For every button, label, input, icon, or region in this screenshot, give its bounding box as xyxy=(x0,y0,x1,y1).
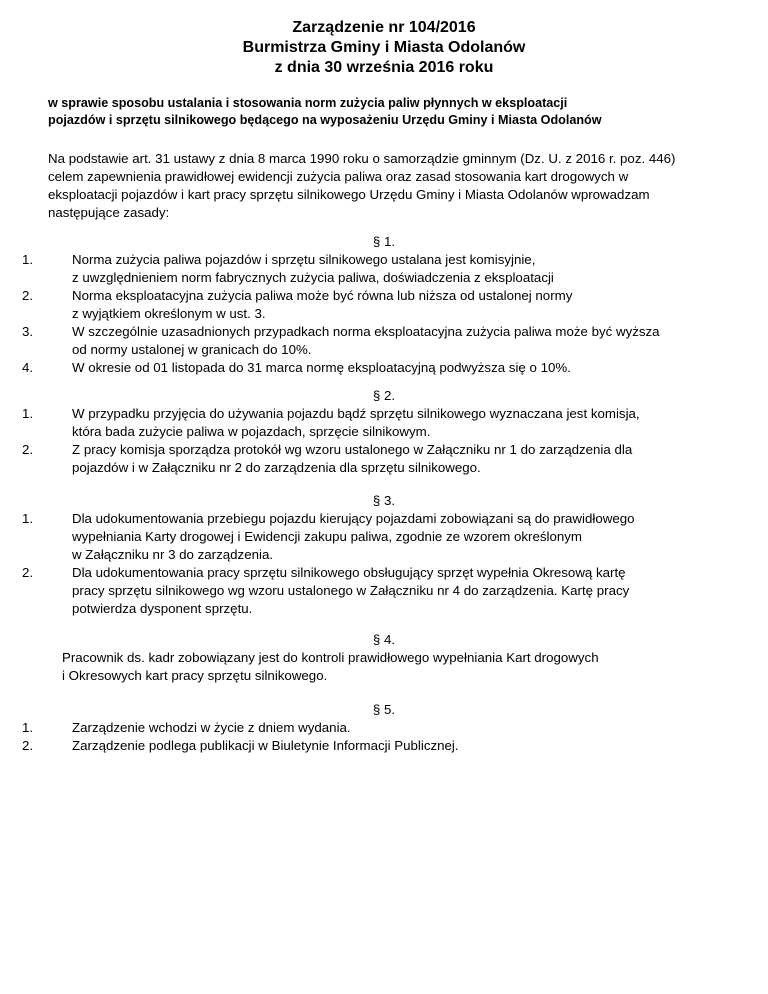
list-item: 3. W szczególnie uzasadnionych przypadkach norma eksploatacyjna zużycia paliwa może być wyższa od normy ustalonej w granicach do 10%. xyxy=(22,324,660,357)
list-item: 1. Dla udokumentowania przebiegu pojazdu kierujący pojazdami zobowiązani są do prawidłowego wypełniania Karty drogowej i Ewidencji zakupu paliwa, zgodnie ze wzorem określonym w Załączniku nr 3 do zarządzenia. xyxy=(22,511,635,562)
section-4-heading: § 4. xyxy=(372,632,396,647)
section-4 xyxy=(0,631,768,685)
list-item: 1. Norma zużycia paliwa pojazdów i sprzętu silnikowego ustalana jest komisyjnie, z uwzględnieniem norm fabrycznych zużycia paliwa, doświadczenia z eksploatacji xyxy=(22,252,554,285)
section-2 xyxy=(0,387,768,477)
title-line-3: z dnia 30 września 2016 roku xyxy=(274,59,494,76)
intro-line-2: celem zapewnienia prawidłowej ewidencji zużycia paliwa oraz zasad stosowania kart drogowych w xyxy=(48,169,629,184)
title-line-1: Zarządzenie nr 104/2016 xyxy=(292,19,476,36)
section-3-heading: § 3. xyxy=(372,493,396,508)
section-4-paragraph: Pracownik ds. kadr zobowiązany jest do kontroli prawidłowego wypełniania Kart drogowych i Okresowych kart pracy sprzętu silnikowego. xyxy=(62,650,599,683)
list-item: 2. Dla udokumentowania pracy sprzętu silnikowego obsługujący sprzęt wypełnia Okresową kartę pracy sprzętu silnikowego wg wzoru ustalonego w Załączniku nr 4 do zarządzenia. Kartę pracy potwierdza dysponent sprzętu. xyxy=(22,565,630,616)
section-5-list xyxy=(0,719,768,755)
section-1 xyxy=(0,233,768,377)
section-2-list xyxy=(0,405,768,477)
list-item: 2. Norma eksploatacyjna zużycia paliwa może być równa lub niższa od ustalonej normy z wyjątkiem określonym w ust. 3. xyxy=(22,288,573,321)
section-5 xyxy=(0,701,768,755)
intro-line-4: następujące zasady: xyxy=(48,205,170,220)
section-1-heading: § 1. xyxy=(372,234,396,249)
intro-paragraph xyxy=(48,150,728,222)
list-item: 4. W okresie od 01 listopada do 31 marca normę eksploatacyjną podwyższa się o 10%. xyxy=(22,360,571,375)
subject-line-1: w sprawie sposobu ustalania i stosowania norm zużycia paliw płynnych w eksploatacji xyxy=(48,96,568,110)
section-1-list xyxy=(0,251,768,377)
document-subject xyxy=(48,95,728,129)
list-item: 1. W przypadku przyjęcia do używania pojazdu bądź sprzętu silnikowego wyznaczana jest komisja, która bada zużycie paliwa w pojazdach, sprzęcie silnikowym. xyxy=(22,406,640,439)
intro-line-3: eksploatacji pojazdów i kart pracy sprzętu silnikowego Urzędu Gminy i Miasta Odolanów wprowadzam xyxy=(48,187,650,202)
section-3-list xyxy=(0,510,768,618)
list-item: 2. Zarządzenie podlega publikacji w Biuletynie Informacji Publicznej. xyxy=(22,738,459,753)
list-item: 1. Zarządzenie wchodzi w życie z dniem wydania. xyxy=(22,720,351,735)
document-title xyxy=(0,18,768,78)
section-5-heading: § 5. xyxy=(372,702,396,717)
title-line-2: Burmistrza Gminy i Miasta Odolanów xyxy=(242,39,526,56)
section-3 xyxy=(0,492,768,618)
intro-line-1: Na podstawie art. 31 ustawy z dnia 8 marca 1990 roku o samorządzie gminnym (Dz. U. z 2016 r. poz. 446) xyxy=(48,151,676,166)
section-2-heading: § 2. xyxy=(372,388,396,403)
subject-line-2: pojazdów i sprzętu silnikowego będącego na wyposażeniu Urzędu Gminy i Miasta Odolanów xyxy=(48,113,602,127)
list-item: 2. Z pracy komisja sporządza protokół wg wzoru ustalonego w Załączniku nr 1 do zarządzenia dla pojazdów i w Załączniku nr 2 do zarządzenia dla sprzętu silnikowego. xyxy=(22,442,633,475)
